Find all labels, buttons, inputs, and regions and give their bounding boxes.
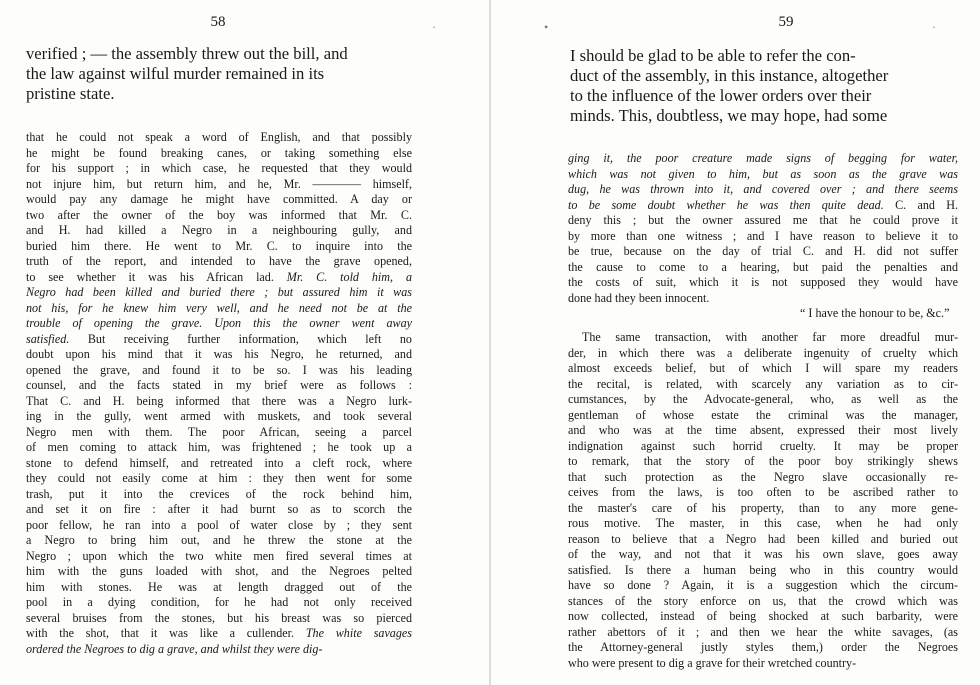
text-segment: rous motive. The master, in this case, when he had only [568, 516, 958, 530]
text-segment: gentleman of whose estate the criminal was the manager, [568, 407, 958, 422]
text-line [568, 260, 958, 276]
text-segment: deny this ; but the owner assured me that he could prove it [568, 213, 958, 227]
text-segment: and set it on fire : after it had burnt so as to scorch the [26, 502, 412, 516]
letter-closing: “ I have the honour to be, &c.” [800, 306, 950, 320]
text-segment: the master's care of his property, than to any more gene- [568, 500, 958, 515]
text-line [568, 516, 958, 532]
text-segment: That C. and H. being informed that there was a Negro lurk- [26, 393, 412, 408]
text-line [568, 198, 958, 214]
text-line [26, 518, 412, 534]
text-line [568, 547, 958, 563]
text-line [568, 625, 958, 641]
page-speck-icon: · [932, 20, 936, 34]
text-segment: stances of the story enforce on us, that the crowd which was [568, 593, 958, 608]
text-line [26, 580, 412, 596]
text-line [568, 392, 958, 408]
text-line: the law against wilful murder remained in its [26, 64, 325, 83]
text-segment: he might be found breaking canes, or taking something else [26, 145, 412, 160]
text-line [26, 425, 412, 441]
text-line [568, 167, 958, 183]
text-line [568, 423, 958, 439]
text-line [568, 361, 958, 377]
text-segment: now collected, instead of being shocked at such barbarity, were [568, 609, 958, 623]
text-line [568, 346, 958, 362]
right-body-text-lower [568, 330, 958, 671]
left-body-text [26, 130, 412, 657]
text-segment: reason to believe that a Negro had been killed and buried out [568, 531, 958, 546]
text-line [26, 626, 412, 642]
text-line [568, 563, 958, 579]
text-line [568, 377, 958, 393]
text-segment: indignation against such horrid cruelty. It may be proper [568, 438, 958, 453]
text-line [26, 254, 412, 270]
italic-text-segment: ging it, the poor creature made signs of begging for water, [568, 151, 958, 165]
text-segment: they could not easily come at him : they then went for some [26, 471, 412, 485]
text-line [568, 454, 958, 470]
text-segment: done had they been innocent. [568, 290, 710, 305]
text-line [26, 564, 412, 580]
text-line [568, 291, 958, 307]
text-segment: for his support ; in which case, he requested that they would [26, 161, 412, 175]
text-segment: ceives from the laws, is too often to be ascribed rather to [568, 485, 958, 499]
page-number-left: 58 [210, 14, 226, 30]
text-segment: the Attorney-general justly styles them,) order the Negroes [568, 640, 958, 654]
text-segment: to remark, that the story of the poor boy strikingly shews [568, 454, 958, 468]
right-top-paragraph [570, 46, 956, 126]
text-segment: him with the guns loaded with shot, and the Negroes pelted [26, 564, 412, 578]
text-line [568, 501, 958, 517]
italic-text-segment: ordered the Negroes to dig a grave, and whilst they were dig- [26, 641, 323, 656]
text-line [26, 223, 412, 239]
text-segment: would pay any damage he might have committed. A day or [26, 192, 412, 206]
text-line [26, 146, 412, 162]
text-segment: almost exceeds belief, but of which I will spare my readers [568, 361, 958, 375]
text-segment: cumstances, by the Advocate-general, who, as well as the [568, 392, 958, 406]
text-segment: Negro men with them. The poor African, seeing a parcel [26, 424, 412, 439]
page-speck-icon: · [432, 20, 436, 34]
text-segment: the recital, is related, with scarcely any variation as to cir- [568, 376, 958, 391]
text-line [26, 456, 412, 472]
text-line [26, 642, 412, 658]
text-segment: that such protection as the Negro slave occasionally re- [568, 469, 958, 484]
text-line [568, 330, 958, 346]
text-line: minds. This, doubtless, we may hope, had some [570, 106, 888, 125]
italic-text-segment: Mr. C. told him, a [286, 269, 413, 284]
text-segment: to see whether it was his African lad. [26, 269, 274, 284]
italic-text-segment: dug, he was thrown into it, and covered over ; and there seems [568, 182, 958, 196]
text-segment: that he could not speak a word of English, and that possibly [26, 130, 412, 144]
text-line [26, 487, 412, 503]
text-segment: by more than one witness ; and I have reason to believe it to [568, 228, 958, 243]
italic-text-segment: to be some doubt whether he was then quite dead. [568, 197, 884, 212]
text-segment: and who was at the time absent, expressed their most lively [568, 423, 958, 437]
text-segment: have so done ? Again, it is a suggestion which the circum- [568, 578, 958, 592]
text-line [26, 394, 412, 410]
left-top-paragraph [26, 44, 408, 104]
text-segment: several bruises from the stones, but his breast was so pierced [26, 610, 412, 625]
text-line [26, 549, 412, 565]
text-line [26, 332, 412, 348]
text-segment: the cause to come to a hearing, but paid the penalties and [568, 259, 958, 274]
text-line: verified ; — the assembly threw out the bill, and [26, 44, 348, 63]
text-segment: satisfied. Is there a human being who in this country would [568, 562, 958, 577]
text-segment: doubt upon his mind that it was his Negro, he returned, and [26, 347, 412, 361]
text-line [26, 285, 412, 301]
text-segment: with the shot, that it was like a cullender. [26, 626, 295, 640]
text-segment: counsel, and the facts stated in my brief were as follows : [26, 378, 412, 392]
page-number-right: 59 [778, 14, 794, 30]
text-line [568, 578, 958, 594]
text-line [568, 485, 958, 501]
text-line [26, 192, 412, 208]
text-segment: of the way, and not that it was his own slave, goes away [568, 547, 958, 561]
text-line [26, 533, 412, 549]
text-line [568, 609, 958, 625]
text-line [26, 595, 412, 611]
text-segment: and H. had killed a Negro in a neighbouring gully, and [26, 223, 412, 237]
text-line [26, 440, 412, 456]
text-segment: rather abettors of it ; and then we hear the white savages, (as [568, 624, 958, 639]
italic-text-segment: The white savages [305, 626, 412, 640]
text-line: I should be glad to be able to refer the con- [570, 46, 856, 65]
text-segment: der, in which there was a deliberate ingenuity of cruelty which [568, 345, 958, 360]
text-line [568, 182, 958, 198]
text-line [568, 213, 958, 229]
italic-text-segment: trouble of opening the grave. Upon this the owner went away [26, 316, 412, 330]
text-segment: the costs of suit, which it is not supposed they would have [568, 275, 958, 289]
text-segment: a Negro to bring him out, and he threw the stone at the [26, 533, 412, 547]
text-line [568, 229, 958, 245]
text-segment: The same transaction, with another far more dreadful mur- [582, 330, 958, 344]
text-segment: be true, because on the day of trial C. and H. did not suffer [568, 244, 958, 258]
text-segment: ing in the gully, went armed with muskets, and took several [26, 409, 412, 423]
text-line: duct of the assembly, in this instance, altogether [570, 66, 889, 85]
text-line [26, 409, 412, 425]
text-segment: trash, put it into the crevices of the rock behind him, [26, 486, 412, 501]
page-speck-icon: • [544, 20, 549, 34]
text-segment: Negro ; upon which the two white men fired several times at [26, 548, 412, 563]
text-segment: But receiving further information, which left no [87, 331, 412, 346]
text-segment: stone to defend himself, and retreated into a cleft rock, where [26, 455, 412, 470]
text-line [568, 656, 958, 672]
text-segment: buried him there. He went to Mr. C. to inquire into the [26, 238, 412, 253]
text-segment: pool in a dying condition, for he had not only received [26, 595, 412, 609]
text-line [26, 130, 412, 146]
text-line [26, 363, 412, 379]
text-line [568, 640, 958, 656]
right-body-text-upper [568, 151, 958, 322]
text-line [568, 244, 958, 260]
text-line: to the influence of the lower orders over their [570, 86, 872, 105]
text-line [26, 347, 412, 363]
text-line [568, 470, 958, 486]
text-segment: poor fellow, he ran into a pool of water close by ; they sent [26, 517, 412, 532]
text-segment: him with stones. He was at length dragged out of the [26, 579, 412, 594]
italic-text-segment: satisfied. [26, 331, 70, 346]
text-segment: opened the grave, and found it to be so. I was his leading [26, 362, 412, 377]
text-line [26, 208, 412, 224]
text-line [26, 611, 412, 627]
text-line [26, 161, 412, 177]
text-line [26, 316, 412, 332]
text-segment: C. and H. [895, 197, 958, 212]
text-line [568, 275, 958, 291]
italic-text-segment: which was not given to him, but as soon as the grave was [568, 166, 958, 181]
text-line [26, 502, 412, 518]
italic-text-segment: not his, for he knew him very well, and he need not be at the [26, 300, 412, 315]
text-segment: not injure him, but return him, and he, Mr. ———— himself, [26, 176, 412, 191]
text-line [26, 239, 412, 255]
text-line [568, 151, 958, 167]
text-line: pristine state. [26, 84, 115, 103]
text-line [26, 471, 412, 487]
text-line [568, 439, 958, 455]
text-line [568, 594, 958, 610]
text-line [26, 378, 412, 394]
text-line [26, 177, 412, 193]
italic-text-segment: Negro had been killed and buried there ; but assured him it was [26, 285, 412, 299]
text-segment: two after the owner of the boy was informed that Mr. C. [26, 207, 412, 222]
text-segment: of men coming to attack him, was frightened ; he took up a [26, 440, 412, 454]
text-line [568, 532, 958, 548]
text-segment: who were present to dig a grave for their wretched country- [568, 655, 857, 670]
text-line [26, 301, 412, 317]
text-line [26, 270, 412, 286]
text-line [568, 408, 958, 424]
text-segment: truth of the report, and intended to have the grave opened, [26, 254, 412, 268]
